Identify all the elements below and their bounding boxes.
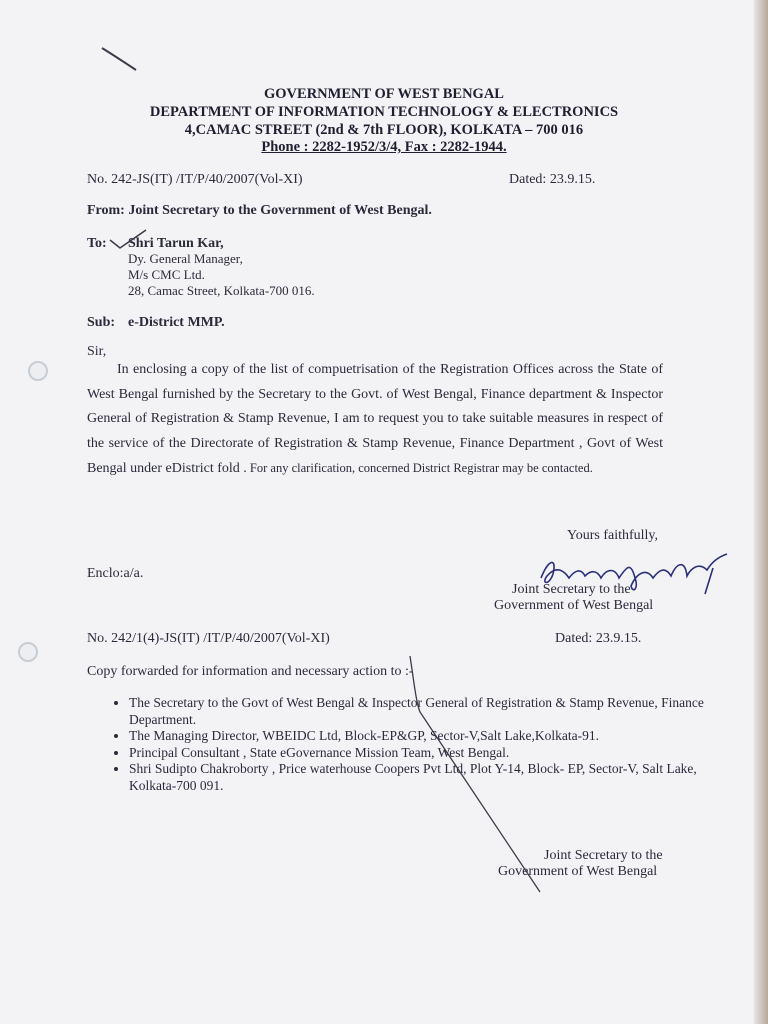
header-line-2: DEPARTMENT OF INFORMATION TECHNOLOGY & ELECTRONICS [149, 104, 619, 120]
header-line-1: GOVERNMENT OF WEST BENGAL [264, 86, 504, 102]
subject-text: e-District MMP. [128, 315, 225, 330]
to-company: M/s CMC Ltd. [128, 267, 205, 282]
pen-tick-mark [108, 228, 148, 252]
list-item: • Principal Consultant , State eGovernance Mission Team, West Bengal. [129, 745, 709, 762]
signature-2-org: Government of West Bengal [498, 864, 658, 879]
memo2-date: Dated: 23.9.15. [555, 631, 642, 646]
punch-hole-bottom [18, 642, 38, 662]
salutation: Sir, [87, 344, 107, 359]
header-line-4: Phone : 2282-1952/3/4, Fax : 2282-1944. [261, 139, 507, 155]
list-item: • The Managing Director, WBEIDC Ltd, Block-EP&GP, Sector-V,Salt Lake,Kolkata-91. [129, 728, 709, 745]
closing: Yours faithfully, [567, 528, 659, 543]
from-line: From: Joint Secretary to the Government of West Bengal. [87, 203, 432, 218]
body-tail-text: For any clarification, concerned District Registrar may be contacted. [246, 461, 593, 476]
list-item: • Shri Sudipto Chakroborty , Price waterhouse Coopers Pvt Ltd, Plot Y-14, Block- EP, Sector-V, Salt Lake, Kolkata-700 091. [129, 761, 709, 794]
pen-stroke-mark [100, 44, 140, 74]
signature-2-title: Joint Secretary to the [544, 848, 663, 863]
signature-1-title: Joint Secretary to the [512, 582, 631, 597]
to-address: 28, Camac Street, Kolkata-700 016. [128, 283, 315, 298]
signature-1-org: Government of West Bengal [494, 598, 654, 613]
enclosure: Enclo:a/a. [87, 566, 144, 581]
header-line-3: 4,CAMAC STREET (2nd & 7th FLOOR), KOLKATA – 700 016 [184, 122, 584, 138]
to-label: To: [87, 236, 107, 251]
to-designation: Dy. General Manager, [128, 251, 243, 266]
punch-hole-top [28, 361, 48, 381]
memo-number: No. 242-JS(IT) /IT/P/40/2007(Vol-XI) [87, 172, 303, 187]
list-item: • The Secretary to the Govt of West Bengal & Inspector General of Registration & Stamp Revenue, Finance Department. [129, 695, 709, 728]
body-main-text: In enclosing a copy of the list of compuetrisation of the Registration Offices across the State of West Bengal furnished by the Secretary to the Govt. of West Bengal, Finance department & Inspector General of Registration & Stamp Revenue, I am to request you to take suitable measures in respect of the service of the Directorate of Registration & Stamp Revenue, Finance Department , Govt of West Bengal under eDistrict fold . [87, 362, 663, 477]
memo2-number: No. 242/1(4)-JS(IT) /IT/P/40/2007(Vol-XI) [87, 631, 330, 646]
memo-date: Dated: 23.9.15. [509, 172, 596, 187]
to-name: Shri Tarun Kar, [128, 236, 224, 251]
copy-forwarded-line: Copy forwarded for information and necessary action to :- [87, 664, 414, 679]
body-paragraph [87, 358, 663, 482]
subject-label: Sub: [87, 315, 116, 330]
